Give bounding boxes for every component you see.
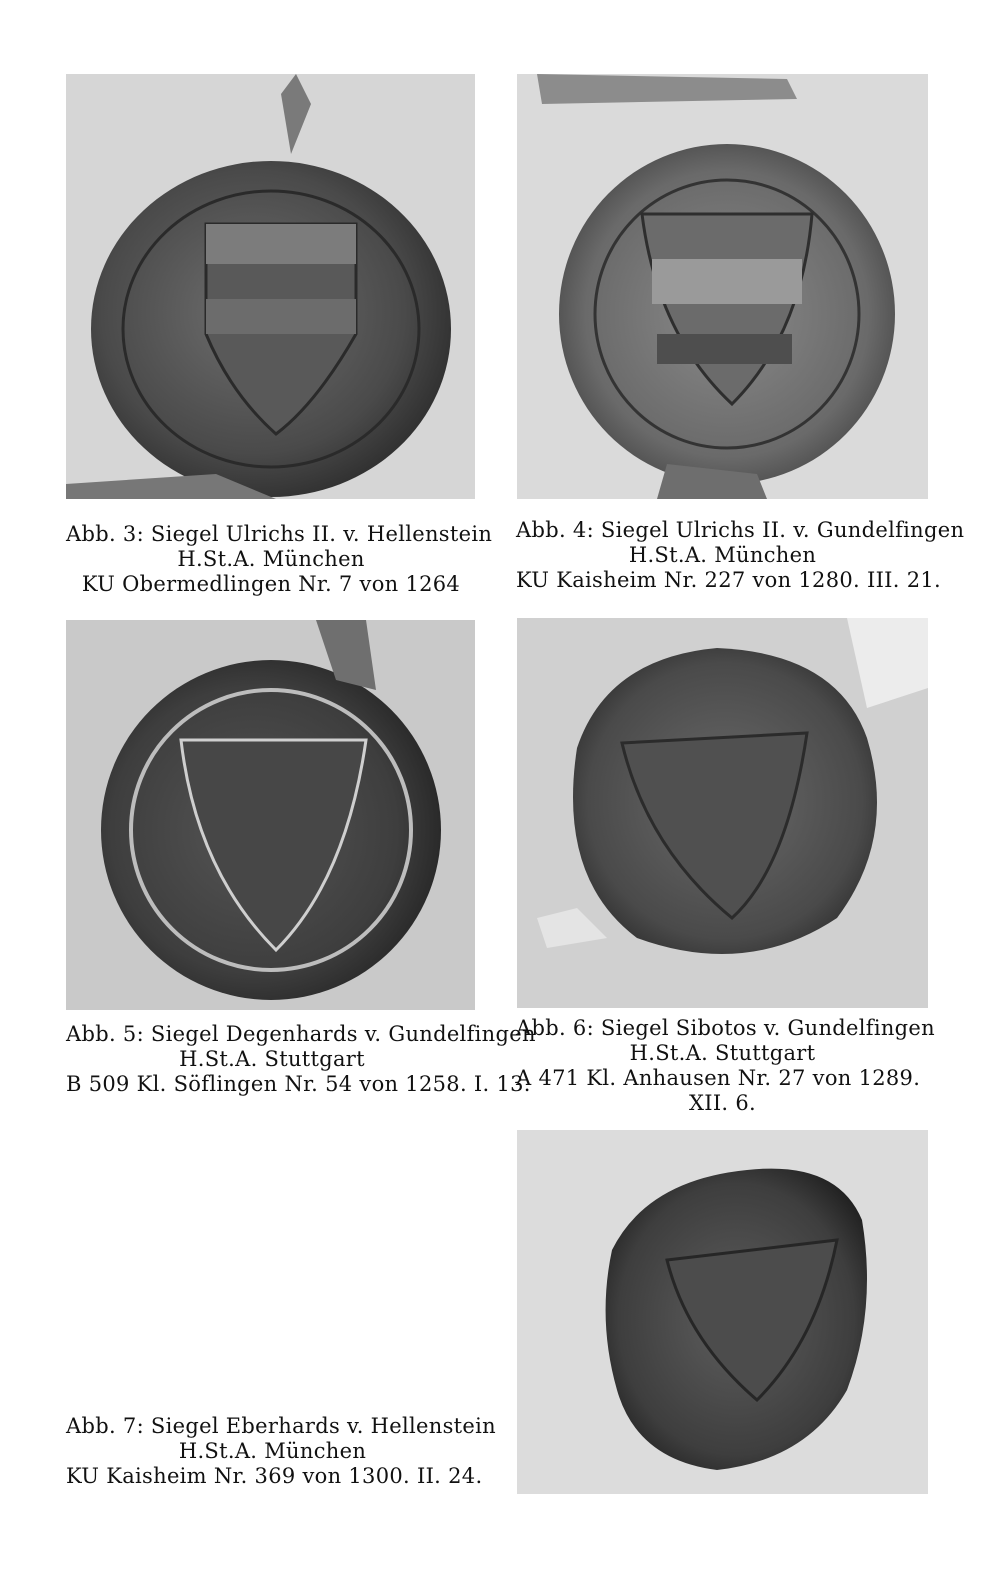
seal-photo-abb-6 <box>517 618 928 1008</box>
caption-abb-7 <box>66 1414 496 1489</box>
caption-line: H.St.A. Stuttgart <box>179 1047 365 1071</box>
caption-abb-6 <box>516 1016 935 1116</box>
caption-abb-5 <box>66 1022 536 1097</box>
caption-line: Abb. 4: Siegel Ulrichs II. v. Gundelfingen <box>516 518 965 542</box>
seal-photo-abb-7 <box>517 1130 928 1494</box>
caption-line: H.St.A. Stuttgart <box>629 1041 816 1065</box>
caption-line: H.St.A. München <box>177 547 365 571</box>
caption-line: A 471 Kl. Anhausen Nr. 27 von 1289. <box>516 1066 921 1090</box>
seal-photo-abb-4 <box>517 74 928 499</box>
caption-line: H.St.A. München <box>178 1439 367 1463</box>
seal-photo-abb-5 <box>66 620 475 1010</box>
caption-line: KU Obermedlingen Nr. 7 von 1264 <box>81 572 461 596</box>
caption-line: XII. 6. <box>688 1091 757 1115</box>
caption-line: Abb. 7: Siegel Eberhards v. Hellenstein <box>66 1414 496 1438</box>
caption-line: B 509 Kl. Söflingen Nr. 54 von 1258. I. 13. <box>66 1072 531 1096</box>
caption-abb-3 <box>66 522 493 597</box>
caption-abb-4 <box>516 518 965 593</box>
caption-line: KU Kaisheim Nr. 369 von 1300. II. 24. <box>66 1464 483 1488</box>
caption-line: H.St.A. München <box>628 543 817 567</box>
caption-line: KU Kaisheim Nr. 227 von 1280. III. 21. <box>516 568 942 592</box>
caption-line: Abb. 5: Siegel Degenhards v. Gundelfingen <box>66 1022 536 1046</box>
seal-photo-abb-3 <box>66 74 475 499</box>
caption-line: Abb. 3: Siegel Ulrichs II. v. Hellenstein <box>66 522 493 546</box>
caption-line: Abb. 6: Siegel Sibotos v. Gundelfingen <box>516 1016 935 1040</box>
